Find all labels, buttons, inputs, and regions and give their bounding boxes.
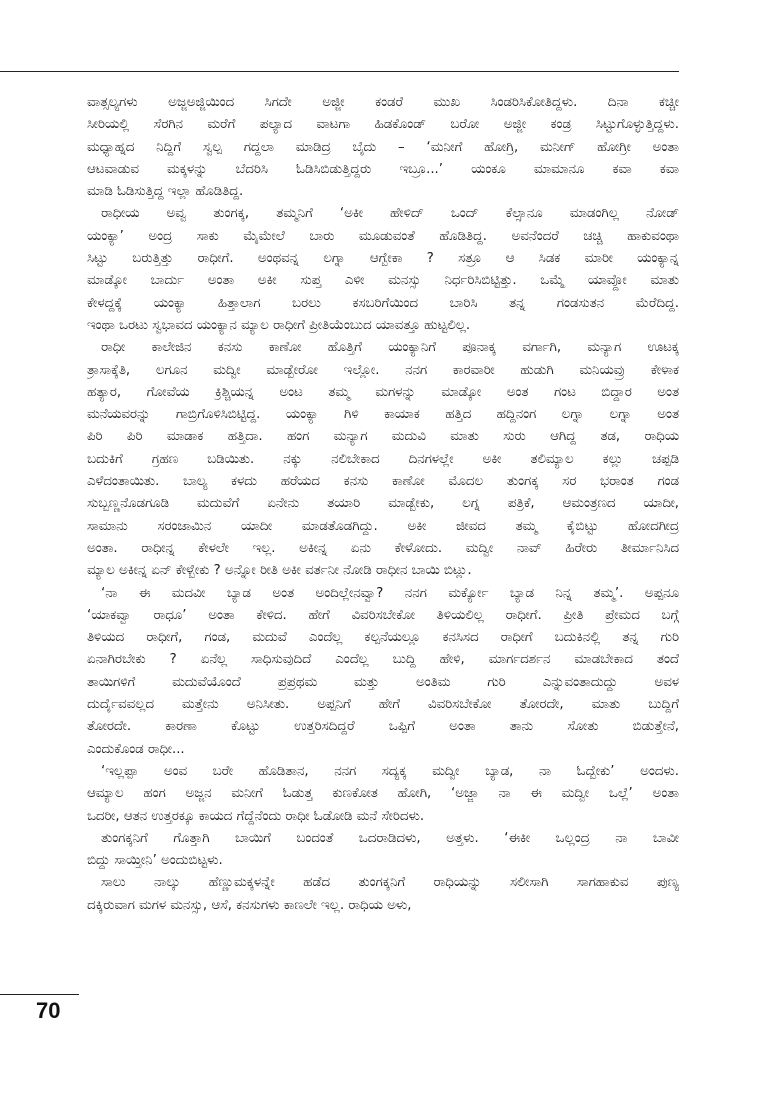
text-line: ರಾಧೀಯ ಅವ್ವ ತುಂಗಕ್ಕ, ತಮ್ಮನಿಗೆ ‘ಅಕೀ ಹೇಳಿದ್ ಒಂದ್ ಕೆಲ್ಸಾನೂ ಮಾಡಂಗಿಲ್ಲ ನೋಡ್ — [101, 206, 679, 222]
header-rule — [0, 71, 679, 72]
paragraph — [87, 337, 679, 582]
text-line: ಮಧ್ಯಾಹ್ನದ ನಿದ್ದಿಗೆ ಸ್ವಲ್ಪ ಗದ್ದಲಾ ಮಾಡಿದ್ರ ಬೈದು – ‘ಮನೀಗೆ ಹೋಗ್ರಿ, ಮನೀಗ್ ಹೋಗ್ರೀ ಅಂತಾ — [87, 139, 679, 155]
text-line: ತೋರದೇ. ಕಾರಣಾ ಕೊಟ್ಟು ಉತ್ತರಿಸದಿದ್ದರೆ ಒಪ್ಪಿಗೆ ಅಂತಾ ತಾನು ಸೋತು ಬಿಡುತ್ತೇನೆ, — [87, 719, 679, 735]
body-text — [87, 92, 679, 917]
text-line: ಸೀರಿಯಲ್ಲಿ ಸೆರಗಿನ ಮರೆಗೆ ಪಲ್ಯಾದ ವಾಟಗಾ ಹಿಡಕೊಂಡ್ ಬರೋ ಅಜ್ಜೀ ಕಂಡ್ರ ಸಿಟ್ಟುಗೊಳ್ಳುತ್ತಿದ್ದಳು. — [87, 117, 679, 133]
text-line: ಮನೆಯವರನ್ನು ಗಾಬ್ರಿಗೊಳಿಸಿಬಿಟ್ಟಿದ್ದ. ಯಂಕ್ಯಾ ಗಿಳಿ ಕಾಯಾಕ ಹತ್ತಿದ ಹದ್ದಿನಂಗ ಲಗ್ನಾ ಲಗ್ನಾ ಅಂತ — [87, 407, 679, 423]
text-line: ಹತ್ಯಾರ, ಗೋವೆಯ ಕ್ರಿಶ್ಚಿಯನ್ನ ಅಂಟ ತಮ್ಮ ಮಗಳನ್ನು ಮಾಡ್ಕೋ ಅಂತ ಗಂಟ ಬಿದ್ದಾರ ಅಂತ — [87, 384, 679, 400]
text-line: ತುಂಗಕ್ಕನಿಗೆ ಗೊತ್ತಾಗಿ ಬಾಯಿಗೆ ಬಂದಂತೆ ಒದರಾಡಿದಳು, ಅತ್ತಳು. ‘ಈಕೀ ಒಲ್ಲಂದ್ರ ನಾ ಬಾವೀ — [101, 830, 679, 846]
text-line: ಆಮ್ಯಾಲ ಹಂಗ ಅಜ್ಜನ ಮನೀಗೆ ಓಡುತ್ತ ಕುಣಕೋತ ಹೋಗಿ, ‘ಅಜ್ಜಾ ನಾ ಈ ಮದ್ವೀ ಒಲ್ಲೆ’ ಅಂತಾ — [87, 786, 679, 802]
text-line: ಎಳೆದಂತಾಯಿತು. ಬಾಲ್ಯ ಕಳದು ಹರೆಯದ ಕನಸು ಕಾಣೋ ಮೊದಲ ತುಂಗಕ್ಕ ಸರ ಭರಾಂತ ಗಂಡ — [87, 474, 679, 490]
text-line: ಏನಾಗಿರಬೇಕು ? ಏನೆಲ್ಲ ಸಾಧಿಸುವುದಿದೆ ಎಂದೆಲ್ಲ ಬುದ್ದಿ ಹೇಳಿ, ಮಾರ್ಗದರ್ಶನ ಮಾಡಬೇಕಾದ ತಂದೆ — [87, 652, 679, 668]
text-line: ಆಟವಾಡುವ ಮಕ್ಕಳನ್ನು ಬೆದರಿಸಿ ಓಡಿಸಿಬಿಡುತ್ತಿದ್ದರು ಇಬ್ರೂ...’ ಯಂಕೂ ಮಾಮಾನೂ ಕವಾ ಕವಾ — [87, 161, 679, 177]
paragraph — [87, 92, 679, 203]
paragraph — [87, 761, 679, 828]
footer-rule — [0, 994, 79, 995]
text-line: ದುರ್ದೈವವಲ್ಲದ ಮತ್ತೇನು ಅನಿಸೀತು. ಅಪ್ಪನಿಗೆ ಹೇಗೆ ವಿವರಿಸಬೇಕೋ ತೋರದೇ, ಮಾತು ಬುದ್ದಿಗೆ — [87, 697, 679, 713]
text-line: ತಾಯಿಗಳಿಗೆ ಮದುವೆಯೊಂದೆ ಪ್ರಪ್ರಥಮ ಮತ್ತು ಅಂತಿಮ ಗುರಿ ಎನ್ನುವಂತಾದುದ್ದು ಅವಳ — [87, 674, 679, 690]
text-line: ರಾಧೀ ಕಾಲೇಜಿನ ಕನಸು ಕಾಣೋ ಹೊತ್ತಿಗೆ ಯಂಕ್ಯಾನಿಗೆ ಪೂನಾಕ್ಕ ವರ್ಗಾಗಿ, ಮನ್ಯಾಗ ಊಟಕ್ಕ — [101, 340, 679, 356]
paragraph — [87, 583, 679, 761]
text-line: ಇಂಥಾ ಒರಟು ಸ್ವಭಾವದ ಯಂಕ್ಯಾನ ಮ್ಯಾಲ ರಾಧೀಗೆ ಪ್ರೀತಿಯೆಂಬುದ ಯಾವತ್ತೂ ಹುಟ್ಟಲಿಲ್ಲ. — [87, 317, 471, 333]
page-number: 70 — [36, 998, 61, 1023]
text-line: ಮಾಡ್ಕೋ ಬಾರ್ದು ಅಂತಾ ಅಕೀ ಸುಪ್ತ ಎಳೀ ಮನಸ್ಸು ನಿರ್ಧರಿಸಿಬಿಟ್ಟಿತ್ತು. ಒಮ್ಮೆ ಯಾವ್ದೋ ಮಾತು — [87, 273, 679, 289]
text-line: ಒದರೀ, ಆತನ ಉತ್ತರಕ್ಕೂ ಕಾಯದ ಗೆದ್ದೆನೆಂದು ರಾಧೀ ಓಡೋಡಿ ಮನೆ ಸೇರಿದಳು. — [87, 808, 425, 824]
paragraph — [87, 872, 679, 917]
text-line: ದಕ್ಕಿರುವಾಗ ಮಗಳ ಮನಸ್ಸು, ಆಸೆ, ಕನಸುಗಳು ಕಾಣಲೇ ಇಲ್ಲ. ರಾಧಿಯ ಅಳು, — [87, 897, 412, 913]
text-line: ಎಂದುಕೊಂಡ ರಾಧೀ... — [87, 741, 185, 757]
text-line: ‘ನಾ ಈ ಮದವೀ ಬ್ಯಾಡ ಅಂತ ಅಂದಿಲ್ಲೇನವ್ವಾ? ನನಗ ಮರ್ಕ್ಯೋ ಬ್ಯಾಡ ನಿನ್ನ ತಮ್ಮ’. ಅಪ್ಪನೂ — [101, 585, 679, 601]
paragraph — [87, 828, 679, 873]
text-line: ಅಂತಾ. ರಾಧೀನ್ನ ಕೇಳಲೇ ಇಲ್ಲ. ಅಕೀನ್ನ ಏನು ಕೇಳೋದು. ಮದ್ವೀ ನಾವ್ ಹಿರೇರು ತೀರ್ಮಾನಿಸಿದ — [87, 540, 679, 556]
text-line: ಬಿದ್ದು ಸಾಯ್ತೀನಿ’ ಅಂದುಬಿಟ್ಟಳು. — [87, 853, 223, 869]
text-line: ‘ಯಾಕವ್ವಾ ರಾಧೂ’ ಅಂತಾ ಕೇಳಿದ. ಹೇಗೆ ವಿವರಿಸಬೇಕೋ ತಿಳಿಯಲಿಲ್ಲ ರಾಧೀಗೆ. ಪ್ರೀತಿ ಪ್ರೇಮದ ಬಗ್ಗೆ — [87, 607, 679, 623]
text-line: ‘ಇಲ್ಲಪ್ಪಾ ಅಂವ ಬರೇ ಹೊಡಿತಾನ, ನನಗ ಸದ್ಯಕ್ಕ ಮದ್ವೀ ಬ್ಯಾಡ, ನಾ ಓದ್ಬೇಕು’ ಅಂದಳು. — [101, 763, 679, 779]
text-line: ಸುಬ್ಬಣ್ಣನೊಡಗೂಡಿ ಮದುವೆಗೆ ಏನೇನು ತಯಾರಿ ಮಾಡ್ಬೇಕು, ಲಗ್ನ ಪತ್ರಿಕೆ, ಆಮಂತ್ರಣದ ಯಾದೀ, — [87, 496, 679, 512]
text-line: ತಿಳಿಯದ ರಾಧೀಗೆ, ಗಂಡ, ಮದುವೆ ಎಂದೆಲ್ಲ ಕಲ್ಪನೆಯಲ್ಲೂ ಕನಸಿಸದ ರಾಧೀಗೆ ಬದುಕಿನಲ್ಲಿ ತನ್ನ ಗುರಿ — [87, 630, 679, 646]
text-line: ಮ್ಯಾಲ ಅಕೀನ್ನ ಏನ್ ಕೇಳ್ಬೇಕು ? ಅನ್ನೋ ರೀತಿ ಅಕೀ ವರ್ತನೀ ನೋಡಿ ರಾಧೀನ ಬಾಯಿ ಬಿಟ್ಲು. — [87, 563, 472, 579]
text-line: ವಾತ್ಸಲ್ಯಗಳು ಅಜ್ಜಅಜ್ಜಿಯಿಂದ ಸಿಗದೇ ಅಜ್ಜೀ ಕಂಡರೆ ಮುಖ ಸಿಂಡರಿಸಿಕೋತಿದ್ದಳು. ದಿನಾ ಕಚ್ಚೀ — [87, 95, 679, 110]
text-line: ಕೇಳದ್ದಕ್ಕೆ ಯಂಕ್ಯಾ ಹಿತ್ತಾಲಾಗ ಬರಲು ಕಸಬರಿಗೆಯಿಂದ ಬಾರಿಸಿ ತನ್ನ ಗಂಡಸುತನ ಮೆರೆದಿದ್ದ. — [87, 295, 679, 311]
text-line: ಪಿರಿ ಪಿರಿ ಮಾಡಾಕ ಹತ್ತಿದಾ. ಹಂಗ ಮನ್ಯಾಗ ಮದುವಿ ಮಾತು ಸುರು ಆಗಿದ್ದ ತಡ, ರಾಧಿಯ — [87, 429, 679, 445]
text-line: ಬದುಕಿಗೆ ಗ್ರಹಣ ಬಡಿಯಿತು. ನಕ್ಕು ನಲಿಬೇಕಾದ ದಿನಗಳಲ್ಲೇ ಅಕೀ ತಲಿಮ್ಯಾಲ ಕಲ್ಲು ಚಪ್ಪಡಿ — [87, 451, 679, 467]
text-line: ಯಂಕ್ಯಾ’ ಅಂದ್ರ ಸಾಕು ಮೈಮೇಲೆ ಬಾರು ಮೂಡುವಂತೆ ಹೊಡಿತಿದ್ದ. ಅವನೆಂದರೆ ಚಚ್ಚಿ ಹಾಕುವಂಥಾ — [87, 228, 679, 244]
text-line: ಸಾಲು ನಾಲ್ಕು ಹೆಣ್ಣುಮಕ್ಕಳನ್ನೇ ಹಡೆದ ತುಂಗಕ್ಕನಿಗೆ ರಾಧಿಯನ್ನು ಸಲೀಸಾಗಿ ಸಾಗಹಾಕುವ ಪುಣ್ಯ — [101, 875, 679, 891]
text-line: ತ್ರಾಸಾಕ್ಕೆತಿ, ಲಗೂನ ಮದ್ವೀ ಮಾಡ್ಬೇರೋ ಇಲ್ಲೋ. ನನಗ ಕಾರವಾರೀ ಹುಡುಗಿ ಮನಿಯವ್ರು ಕೇಳಾಕ — [87, 362, 679, 378]
text-line: ಸಿಟ್ಟು ಬರುತ್ತಿತ್ತು ರಾಧೀಗೆ. ಅಂಥವನ್ನ ಲಗ್ನಾ ಆಗ್ಬೇಕಾ ? ಸತ್ರೂ ಆ ಸಿಡಕ ಮಾರೀ ಯಂಕ್ಯಾನ್ನ — [87, 251, 679, 267]
text-line: ಸಾಮಾನು ಸರಂಜಾಮಿನ ಯಾದೀ ಮಾಡತೊಡಗಿದ್ದು. ಅಕೀ ಜೀವದ ತಮ್ಮ ಕೈಬಿಟ್ಟು ಹೋದಗೀದ್ರ — [87, 518, 679, 534]
paragraph — [87, 203, 679, 337]
text-line: ಮಾಡಿ ಓಡಿಸುತ್ತಿದ್ದ ಇಲ್ಲಾ ಹೊಡಿತಿದ್ದ. — [87, 184, 244, 200]
